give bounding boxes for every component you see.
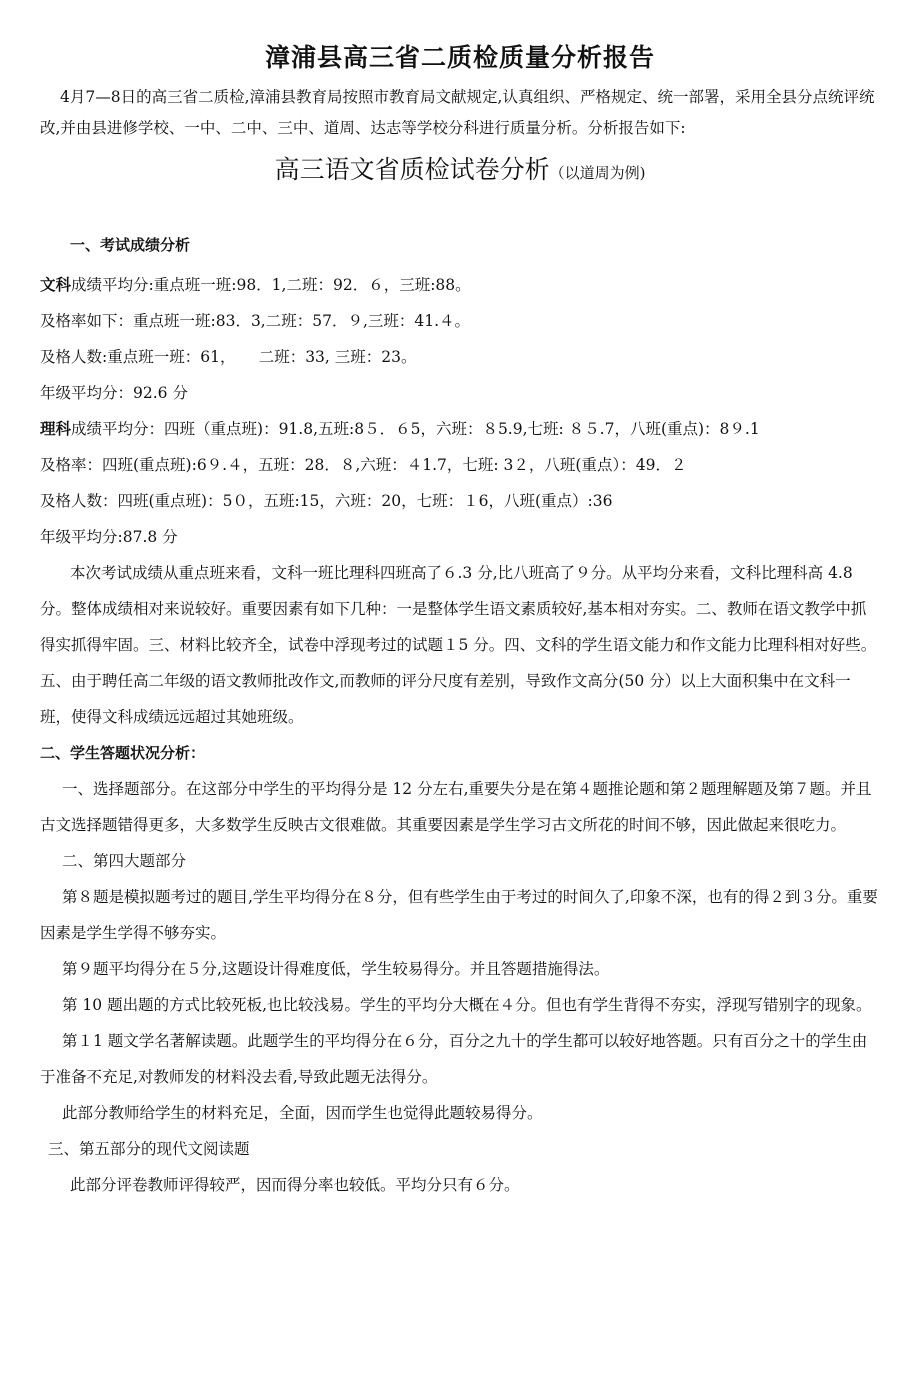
subtitle bbox=[40, 150, 880, 193]
wenke-label: 文科 bbox=[40, 276, 72, 294]
part4-heading: 二、第四大题部分 bbox=[62, 852, 187, 870]
like-avg: 成绩平均分：四班（重点班)：91.8,五班:8５．６5，六班：８5.9,七班: ８５.7，八班(重点)：8９.1 bbox=[71, 420, 760, 438]
wenke-pass-count: 及格人数:重点班一班：61， 二班：33, 三班：23。 bbox=[40, 348, 417, 366]
like-avg-line bbox=[40, 411, 880, 447]
q10-paragraph: 第 10 题出题的方式比较死板,也比较浅易。学生的平均分大概在４分。但也有学生背得不夯实，浮现写错别字的现象。 bbox=[62, 996, 872, 1014]
q8-paragraph: 第８题是模拟题考过的题目,学生平均得分在８分，但有些学生由于考过的时间久了,印象不深，也有的得２到３分。重要因素是学生学得不够夯实。 bbox=[40, 888, 878, 942]
wenke-avg-line bbox=[40, 267, 880, 303]
like-pass-rate: 及格率：四班(重点班):6９.４，五班：28．８,六班：４1.7，七班: 3２，八班(重点）：49．２ bbox=[40, 456, 687, 474]
q9-paragraph: 第９题平均得分在５分,这题设计得难度低，学生较易得分。并且答题措施得法。 bbox=[62, 960, 610, 978]
subtitle-note: （以道周为例) bbox=[549, 164, 646, 182]
part5-paragraph: 此部分评卷教师评得较严，因而得分率也较低。平均分只有６分。 bbox=[70, 1176, 520, 1194]
choice-paragraph: 一、选择题部分。在这部分中学生的平均得分是 12 分左右,重要失分是在第４题推论题和第２题理解题及第７题。并且古文选择题错得更多，大多数学生反映古文很难做。其重要因素是学生学习古文所花的时间不够，因此做起来很吃力。 bbox=[40, 780, 872, 834]
wenke-avg: 成绩平均分:重点班一班:98．1,二班：92．６，三班:88。 bbox=[71, 276, 471, 294]
section2-heading: 二、学生答题状况分析： bbox=[40, 744, 206, 762]
like-label: 理科 bbox=[40, 420, 72, 438]
intro-paragraph: 4月7—8日的高三省二质检,漳浦县教育局按照市教育局文献规定,认真组织、严格规定、统一部署，采用全县分点统评统改,并由县进修学校、一中、二中、三中、道周、达志等学校分科进行质量分析。分析报告如下: bbox=[40, 88, 875, 137]
subtitle-text: 高三语文省质检试卷分析 bbox=[274, 155, 550, 184]
wenke-pass-rate: 及格率如下：重点班一班:83．3,二班：57．９,三班：41.４。 bbox=[40, 312, 471, 330]
like-pass-count: 及格人数：四班(重点班)：5０，五班:15，六班：20，七班：１6，八班(重点）:36 bbox=[40, 492, 613, 510]
score-analysis-paragraph: 本次考试成绩从重点班来看，文科一班比理科四班高了６.3 分,比八班高了９分。从平均分来看，文科比理科高 4.8 分。整体成绩相对来说较好。重要因素有如下几种：一是整体学生语文素质较好,基本相对夯实。二、教师在语文教学中抓得实抓得牢固。三、材料比较齐全，试卷中浮现考过的试题１5 分。四、文科的学生语文能力和作文能力比理科相对好些。五、由于聘任高二年级的语文教师批改作文,而教师的评分尺度有差别，导致作文高分(50 分）以上大面积集中在文科一班，使得文科成绩远远超过其她班级。 bbox=[40, 564, 877, 726]
q11-paragraph: 第１1 题文学名著解读题。此题学生的平均得分在６分，百分之九十的学生都可以较好地答题。只有百分之十的学生由于准备不充足,对教师发的材料没去看,导致此题无法得分。 bbox=[40, 1032, 868, 1086]
section1-heading: 一、考试成绩分析 bbox=[70, 236, 191, 254]
like-grade-avg: 年级平均分:87.8 分 bbox=[40, 528, 178, 546]
document-title: 漳浦县高三省二质检质量分析报告 bbox=[264, 43, 655, 72]
wenke-grade-avg: 年级平均分：92.6 分 bbox=[40, 384, 188, 402]
part5-heading: 三、第五部分的现代文阅读题 bbox=[48, 1140, 250, 1158]
part4-summary: 此部分教师给学生的材料充足，全面，因而学生也觉得此题较易得分。 bbox=[62, 1104, 543, 1122]
